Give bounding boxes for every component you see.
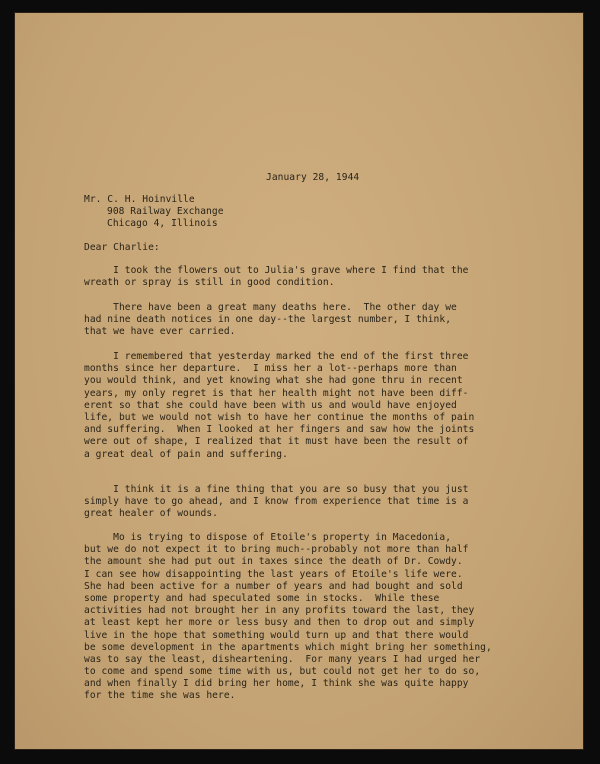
text-line: great healer of wounds. <box>84 508 218 520</box>
text-line: erent so that she could have been with us and would have enjoyed <box>84 399 457 411</box>
paragraph-2 <box>84 302 554 339</box>
text-line: you would think, and yet knowing what she had gone thru in recent <box>84 375 463 387</box>
text-line: Mo is trying to dispose of Etoile's property in Macedonia, <box>84 532 452 543</box>
text-line: at least kept her more or less busy and then to drop out and simply <box>84 617 475 629</box>
text-line: the amount she had put out in taxes since the death of Dr. Cowdy. <box>84 556 463 568</box>
text-line: and suffering. When I looked at her fingers and saw how the joints <box>84 424 475 436</box>
text-line: months since her departure. I miss her a lot--perhaps more than <box>84 363 457 375</box>
text-line: that we have ever carried. <box>84 326 236 338</box>
letter-page <box>14 12 584 750</box>
paragraph-3 <box>84 351 554 461</box>
paragraph-1 <box>84 265 554 289</box>
text-line: had nine death notices in one day--the largest number, I think, <box>84 314 452 326</box>
paragraph-5 <box>84 532 554 703</box>
text-line: I can see how disappointing the last years of Etoile's life were. <box>84 568 463 580</box>
text-line: I think it is a fine thing that you are so busy that you just <box>84 484 469 495</box>
text-line: but we do not expect it to bring much--probably not more than half <box>84 544 469 556</box>
text-line: were out of shape, I realized that it must have been the result of <box>84 436 469 448</box>
text-line: I remembered that yesterday marked the end of the first three <box>84 351 469 362</box>
text-line: There have been a great many deaths here. The other day we <box>84 302 457 313</box>
text-line: a great deal of pain and suffering. <box>84 448 288 460</box>
salutation: Dear Charlie: <box>84 242 160 253</box>
text-line: to come and spend some time with us, but could not get her to do so, <box>84 666 481 678</box>
paragraph-4 <box>84 484 554 521</box>
text-line: I took the flowers out to Julia's grave where I find that the <box>84 265 469 276</box>
text-line: years, my only regret is that her health might not have been diff- <box>84 387 469 399</box>
address-line-city: Chicago 4, Illinois <box>107 218 218 230</box>
letter-body <box>14 12 584 750</box>
text-line: simply have to go ahead, and I know from experience that time is a <box>84 496 469 508</box>
text-line: life, but we would not wish to have her continue the months of pain <box>84 411 475 423</box>
text-line: She had been active for a number of years and had bought and sold <box>84 580 463 592</box>
address-line-street: 908 Railway Exchange <box>107 206 224 218</box>
text-line: for the time she was here. <box>84 690 236 702</box>
address-line-name: Mr. C. H. Hoinville <box>84 194 195 205</box>
text-line: some property and had speculated some in stocks. While these <box>84 592 440 604</box>
text-line: and when finally I did bring her home, I think she was quite happy <box>84 678 469 690</box>
text-line: activities had not brought her in any profits toward the last, they <box>84 605 475 617</box>
recipient-address <box>84 194 224 231</box>
text-line: live in the hope that something would turn up and that there would <box>84 629 469 641</box>
text-line: was to say the least, disheartening. For many years I had urged her <box>84 653 481 665</box>
text-line: be some development in the apartments which might bring her something, <box>84 641 492 653</box>
text-line: wreath or spray is still in good condition. <box>84 277 335 289</box>
letter-date: January 28, 1944 <box>266 172 360 183</box>
